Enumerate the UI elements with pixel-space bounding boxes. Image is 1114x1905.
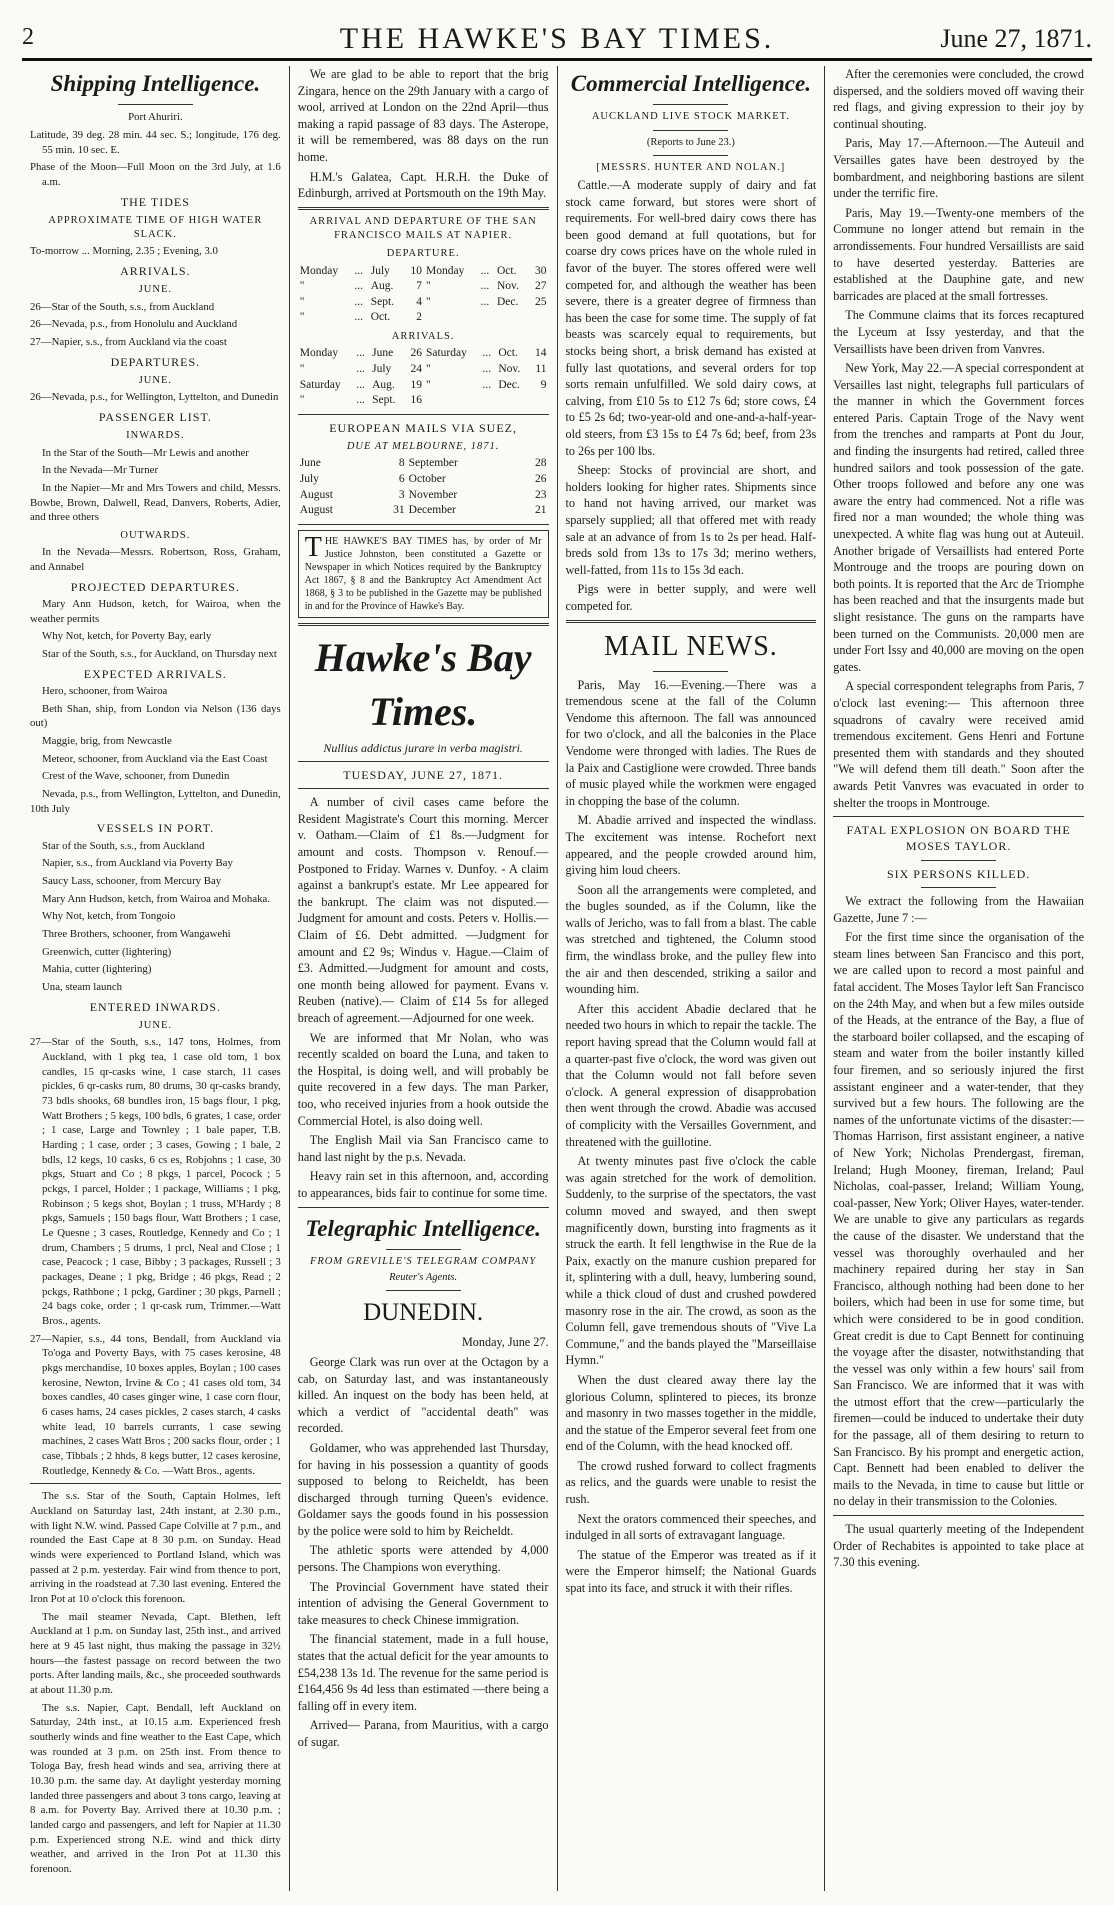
vessel-item: Mahia, cutter (lightering) bbox=[42, 963, 152, 976]
arrival-cell: 11 bbox=[535, 362, 547, 375]
departure-cell: July bbox=[370, 264, 390, 277]
departure-cell: Oct. bbox=[370, 311, 391, 324]
reports-date: (Reports to June 23.) bbox=[646, 136, 735, 148]
departure-cell: " bbox=[299, 280, 305, 293]
vessel-item: Greenwich, cutter (lightering) bbox=[42, 945, 172, 958]
suez-cell: 8 bbox=[398, 457, 405, 470]
arrival-cell: Dec. bbox=[498, 378, 520, 391]
sf-mails-heading: ARRIVAL AND DEPARTURE OF THE SAN FRANCISCO MAILS AT NAPIER. bbox=[309, 215, 537, 242]
suez-cell: 6 bbox=[398, 473, 405, 486]
departure-cell: Monday bbox=[299, 264, 339, 277]
arrival-cell: 24 bbox=[410, 362, 422, 375]
mail-para: The crowd rushed forward to collect fragments as relics, and the guards were unable to resist the rush. bbox=[565, 1458, 817, 1507]
departure-row bbox=[298, 310, 549, 326]
suez-cell: November bbox=[408, 488, 458, 501]
mail-para: Paris, May 16.—Evening.—There was a tremendous scene at the fall of the Column Vendome this afternoon. The fall was announced for two o'clock, and all the balconies in the Place Vendome were thronged with ladies. The Rues de la Paix and Castiglione were crowded. Three bands of music played while the workmen were engaged in chopping the base of the column. bbox=[565, 677, 817, 808]
foreign-para: Paris, May 19.—Twenty-one members of the Commune no longer attend but remain in the arrondissements. Four hundred Versaillists are said to have deserted yesterday. Batteries are established at the Dauphine gate, and new barricades are placed at the small fortresses. bbox=[833, 205, 1084, 303]
departure-cell: 4 bbox=[416, 295, 422, 308]
departure-cell: Aug. bbox=[370, 280, 394, 293]
arrival-cell: Oct. bbox=[498, 347, 518, 360]
mail-para: Next the orators commenced their speeches, and indulged in all sorts of extravagant language. bbox=[565, 1511, 817, 1543]
departure-cell: 27 bbox=[535, 280, 547, 293]
departure-cell: 10 bbox=[410, 264, 422, 277]
dunedin-heading: DUNEDIN. bbox=[363, 1299, 484, 1327]
top-rule bbox=[22, 58, 1092, 61]
arrival-cell: " bbox=[425, 378, 431, 391]
passenger-item: In the Napier—Mr and Mrs Towers and child, Messrs. Bowbe, Brown, Dalwell, Read, Danvers, Roberts, Adier, and three others bbox=[30, 481, 281, 524]
market-heading: AUCKLAND LIVE STOCK MARKET. bbox=[591, 111, 790, 123]
arrival-cell: " bbox=[425, 362, 431, 375]
reuters-agents: Reuter's Agents. bbox=[389, 1272, 458, 1284]
arrival-cell: Aug. bbox=[372, 378, 395, 391]
passenger-item: In the Star of the South—Mr Lewis and another bbox=[42, 446, 249, 459]
departure-cell bbox=[528, 310, 548, 326]
tides-line: To-morrow ... Morning, 2.35 ; Evening, 3.0 bbox=[30, 245, 218, 258]
suez-cell: 3 bbox=[398, 488, 405, 501]
arrival-row bbox=[298, 378, 549, 394]
arrival-cell: Saturday bbox=[425, 347, 467, 360]
masthead-title: Hawke's Bay Times. bbox=[314, 634, 532, 735]
departure-cell: ... bbox=[354, 295, 364, 308]
departure-cell: Nov. bbox=[496, 280, 519, 293]
departure-cell: " bbox=[426, 280, 431, 293]
expected-item: Maggie, brig, from Newcastle bbox=[42, 734, 172, 747]
arrival-cell: 16 bbox=[410, 394, 422, 407]
tides-subheading: APPROXIMATE TIME OF HIGH WATER SLACK. bbox=[48, 214, 263, 241]
departure-item: 26—Nevada, p.s., for Wellington, Lyttelton, and Dunedin bbox=[30, 391, 279, 404]
extract-line: We extract the following from the Hawaiian Gazette, June 7 :— bbox=[833, 894, 1084, 925]
newspaper-title: THE HAWKE'S BAY TIMES. bbox=[339, 22, 775, 55]
commercial-heading: Commercial Intelligence. bbox=[570, 71, 811, 96]
departure-cell: ... bbox=[480, 264, 490, 277]
expected-item: Beth Shan, ship, from London via Nelson (136 days out) bbox=[30, 702, 281, 730]
projected-heading: PROJECTED DEPARTURES. bbox=[70, 579, 240, 594]
motto: Nullius addictus jurare in verba magistri. bbox=[323, 740, 523, 755]
departure-cell: Sept. bbox=[370, 295, 395, 308]
mail-news-heading: MAIL NEWS. bbox=[603, 630, 778, 662]
suez-cell: 21 bbox=[535, 504, 547, 517]
arrival-cell: 19 bbox=[410, 378, 422, 391]
column-commercial bbox=[558, 66, 826, 1891]
suez-cell: July bbox=[299, 473, 319, 486]
local-para: We are informed that Mr Nolan, who was recently scalded on board the Luna, and taken to the Hospital, is doing well, and will probably be quite recovered in a few days. The man Parker, too, who received injuries from a hook outside the Commercial Hotel, is also doing well. bbox=[297, 1030, 549, 1128]
columns bbox=[22, 66, 1092, 1891]
local-para: The English Mail via San Francisco came to hand last night by the p.s. Nevada. bbox=[297, 1133, 549, 1164]
suez-row bbox=[298, 472, 549, 488]
departure-row bbox=[298, 279, 549, 295]
foreign-para: A special correspondent telegraphs from Paris, 7 o'clock last evening:— This afternoon three squadrons of cavalry were received amid tremendous excitement. Gens Henri and Fortune presented them with standards and they shouted "We will defend them till death." Soon after the awards Petit Vanvres was evacuated in order to shelter the troops in Montrouge. bbox=[833, 679, 1084, 810]
projected-item: Star of the South, s.s., for Auckland, on Thursday next bbox=[42, 647, 277, 660]
arrival-cell: ... bbox=[482, 347, 492, 360]
gazette-notice bbox=[298, 530, 549, 618]
vessel-item: Three Brothers, schooner, from Wangawehi bbox=[42, 927, 231, 940]
arrival-cell bbox=[496, 393, 529, 409]
departure-cell: ... bbox=[354, 280, 364, 293]
issue-date: TUESDAY, JUNE 27, 1871. bbox=[343, 767, 503, 782]
dunedin-para: The financial statement, made in a full house, states that the actual deficit for the year amounts to £54,238 13s 1d. The revenue for the same period is £164,456 9s 4d less than estimated —there being a falling off in every item. bbox=[297, 1632, 549, 1713]
entered-heading: ENTERED INWARDS. bbox=[89, 999, 222, 1014]
entered-month: JUNE. bbox=[138, 1019, 173, 1031]
local-para: Heavy rain set in this afternoon, and, according to appearances, bids fair to continue for some time. bbox=[297, 1169, 549, 1200]
arrival-cell: Monday bbox=[299, 347, 339, 360]
suez-cell: 23 bbox=[535, 488, 547, 501]
vessel-item: Mary Ann Hudson, ketch, from Wairoa and Mohaka. bbox=[42, 892, 271, 905]
foreign-para: Paris, May 17.—Afternoon.—The Auteuil and Versailles gates have been destroyed by the bombardment, and neighboring bastions are silent under the terrific fire. bbox=[833, 136, 1084, 201]
arrivals-label: ARRIVALS. bbox=[391, 331, 455, 343]
projected-item: Why Not, ketch, for Poverty Bay, early bbox=[42, 630, 212, 643]
departure-cell: ... bbox=[354, 264, 364, 277]
telegraphic-heading: Telegraphic Intelligence. bbox=[305, 1215, 541, 1241]
page-number: 2 bbox=[22, 24, 34, 50]
passenger-heading: PASSENGER LIST. bbox=[98, 409, 212, 424]
column-local bbox=[290, 66, 558, 1891]
departure-cell: ... bbox=[480, 295, 490, 308]
commercial-para: Pigs were in better supply, and were well competed for. bbox=[565, 582, 817, 613]
suez-cell: June bbox=[299, 457, 321, 470]
arrival-item: 26—Nevada, p.s., from Honolulu and Auckland bbox=[30, 318, 238, 331]
foreign-para: The Commune claims that its forces recaptured the Lyceum at Issy yesterday, and that the Versaillists have been driven from Vanvres. bbox=[833, 308, 1084, 356]
vessels-heading: VESSELS IN PORT. bbox=[96, 821, 215, 836]
commercial-para: Sheep: Stocks of provincial are short, and holders looking for higher rates. Shipments since to hand not having arrived, our market was sparsely supplied; all that offered met with ready sale at an advance of from 1s to 2s per head. Half-breds sold from 13s to 17s 3d; merino wethers, well-fatted, from 11s to 15s 3d each. bbox=[565, 463, 817, 577]
arrival-item: 26—Star of the South, s.s., from Auckland bbox=[30, 300, 215, 313]
departure-cell bbox=[495, 310, 528, 326]
messrs-line: [MESSRS. HUNTER AND NOLAN.] bbox=[596, 161, 786, 173]
commercial-para: Cattle.—A moderate supply of dairy and fat stock came forward, but stores were short of requirements. For well-bred dairy cows there has been good demand at full quotations, but for coarse dry cows prices have on the whole ruled in favor of the buyer. The stores offered were well competed for, and although the weather has been severe, there is a greater degree of firmness than has been the case for some time. The supply of fat beasts was scarcely equal to requirements, but stocks being short, a brisk demand has existed at fully last quotations, and several orders for top sorts remain unfulfilled. We sold dairy cows, at calving, from £10 5s to £12 7s 6d; store cows, £4 to £5 2s 6d; two-year-old and one-and-a-half-year-old steers, from £3 15s to £4 7s 6d; beef, from 23s to 26s per 100 lbs. bbox=[565, 178, 817, 458]
killed-subheading: SIX PERSONS KILLED. bbox=[886, 866, 1031, 881]
arrival-cell: ... bbox=[356, 362, 365, 375]
inwards-label: INWARDS. bbox=[126, 430, 185, 442]
vessel-item: Napier, s.s., from Auckland via Poverty Bay bbox=[42, 857, 233, 870]
mail-para: When the dust cleared away there lay the glorious Column, splintered to pieces, its bronze and masonry in two masses together in the middle, and the statue of the Emperor several feet from one end of the Column, with the head knocked off. bbox=[565, 1372, 817, 1454]
arrival-cell bbox=[480, 393, 496, 409]
latitude: Latitude, 39 deg. 28 min. 44 sec. S.; longitude, 176 deg. 55 min. 10 sec. E. bbox=[30, 128, 281, 156]
departure-row bbox=[298, 264, 549, 280]
arrivals-month: JUNE. bbox=[138, 284, 173, 296]
issue-date-header: June 27, 1871. bbox=[940, 24, 1092, 53]
departures-heading: DEPARTURES. bbox=[110, 354, 201, 369]
arrival-cell: ... bbox=[356, 347, 365, 360]
departure-cell: 25 bbox=[535, 295, 547, 308]
passenger-item: In the Nevada—Messrs. Robertson, Ross, Graham, and Annabel bbox=[30, 546, 281, 573]
passenger-item: In the Nevada—Mr Turner bbox=[42, 464, 159, 477]
arrivals-heading: ARRIVALS. bbox=[120, 264, 191, 279]
suez-cell: 28 bbox=[535, 457, 547, 470]
expected-item: Crest of the Wave, schooner, from Dunedin bbox=[42, 770, 230, 783]
fatal-para: For the first time since the organisation of the steam lines between San Francisco and this port, we are called upon to record a most painful and fatal accident. The Moses Taylor left San Francisco on the 24th May, and when but a few miles outside of the Heads, at the entrance of the Bay, a flue of the starboard boiler collapsed, and the escaping of steam and water from the boiler instantly killed four firemen, and so seriously injured the first assistant engineer and a water-tender, that they survived but a few hours. The following are the names of the unfortunate victims of the disaster:—Thomas Harrison, first assistant engineer, a native of New York; Nicholas Prendergast, fireman, Ireland; Hugh Mooney, fireman, Ireland; Paul Nicholas, coal-passer, Ireland; William Young, coal-passer, New York; Oliver Hayes, water-tender. We are unable to give any particulars as regards the cause of the disaster. We understand that the vessel was thoroughly overhauled and her machinery repaired during her stay in San Francisco, although nothing had been done to her boilers, which had been in use for some time, but which were considered to be in good condition. Great credit is due to Capt Bennett for continuing the voyage after the disaster, notwithstanding that the vessel was only within a few hours' sail from San Francisco. We are informed that it was with the utmost effort that the crew—particularly the firemen—could be induced to undertake their duty for the passage, all of them desiring to return to San Francisco. By his prompt and energetic action, Capt. Bennett had been enabled to deliver the mails to the Nevada, in time to cause but little or no delay in their transmission to the Colonies. bbox=[833, 930, 1084, 1509]
entered-item: 27—Star of the South, s.s., 147 tons, Holmes, from Auckland, with 1 pkg tea, 1 case old tom, 1 box candles, 15 qr-casks wine, 1 case starch, 11 cases pickles, 6 qr-casks rum, 80 drums, 30 qr-casks brandy, 73 bdls shooks, 68 bundles iron, 15 bags flour, 1 pkg, Watt Brothers ; 5 kegs, 100 bdls, 6 grates, 1 case, order ; 1 case, Large and Townley ; 1 bale paper, T.B. Harding ; 1 case, order ; 3 cases, Gowing ; 1 bale, 2 bdls, 12 kegs, 10 casks, 6 cs es, Robjohns ; 1 case, 30 pkgs, Stuart and Co ; 8 pkgs, 1 parcel, Pocock ; 5 pckgs, 1 parcel, Holder ; 1 package, Williams ; 1 pkg, Robinson ; 5 kegs shot, Boylan ; 1 truss, M'Hardy ; 8 pkgs, Samuels ; 150 bags flour, Watt Brothers ; 1 case, Le Quesne ; 3 cases, Routledge, Kennedy and Co ; 1 drum, Chambers ; 5 drums, 1 prcl, Neal and Close ; 1 case, Peacock ; 1 case, Bibby ; 3 packages, Russell ; 3 packages, Deane ; 1 pkg, Bridge ; 46 pkgs, Read ; 2 pckgs, Rathbone ; 1 pckg, Gardiner ; 30 pkgs, Parnell ; 24 bags coke, order ; 1 qr-cask rum, Trimmer.—Watt Bros., agents. bbox=[30, 1036, 281, 1327]
departure-cell: 30 bbox=[535, 264, 547, 277]
shipping-note: The s.s. Napier, Capt. Bendall, left Auckland on Saturday, 24th inst., at 10.15 a.m. Experienced fresh southerly winds and fine weather to the East Cape, which was rounded at 3 p.m. on 25th inst. From thence to Tologa Bay, fresh head winds and sea, arriving there at 10.30 p.m. the same day. At daylight yesterday morning landed three passengers and about 3 tons cargo, leaving at 8 a.m. for Poverty Bay. Arrived there at 10.30 p.m. ; landed cargo and passengers, and left for Napier at 11.30 p.m. Experienced strong N.E. wind and thick dirty weather, and arrived in the Iron Pot at 11.30 this forenoon. bbox=[30, 1701, 281, 1876]
departure-cell: ... bbox=[480, 280, 490, 293]
departure-cell: " bbox=[299, 295, 305, 308]
moon-phase: Phase of the Moon—Full Moon on the 3rd July, at 1.6 a.m. bbox=[30, 161, 281, 188]
vessel-item: Why Not, ketch, from Tongoio bbox=[42, 910, 176, 923]
suez-cell: August bbox=[299, 488, 333, 501]
rechabites-para: The usual quarterly meeting of the Independent Order of Rechabites is appointed to take place at 7.30 this evening. bbox=[833, 1522, 1084, 1570]
suez-cell: October bbox=[408, 473, 446, 486]
mail-para: The statue of the Emperor was treated as if it were the Emperor himself; the National Guards spat into its face, and struck it with their rifles. bbox=[565, 1547, 817, 1596]
vessel-item: Star of the South, s.s., from Auckland bbox=[42, 839, 205, 852]
arrival-cell: ... bbox=[356, 378, 365, 391]
telegraphic-from: FROM GREVILLE'S TELEGRAM COMPANY bbox=[309, 1255, 537, 1267]
fatal-heading: FATAL EXPLOSION ON BOARD THE MOSES TAYLOR. bbox=[846, 823, 1071, 854]
entered-item: 27—Napier, s.s., 44 tons, Bendall, from Auckland via To'oga and Poverty Bays, with 75 cases kerosine, 48 pkgs merchandise, 10 boxes apples, Boylan ; 100 cases kerosine, Newton, Irvine & Co ; 41 cases old tom, 34 boxes candles, 40 cases ginger wine, 1 case corn flour, 6 cases hams, 24 cases pickles, 2 cases starch, 4 casks white lead, 10 barrels currants, 1 case sewing machines, 2 cases Watt Bros ; 200 sacks flour, order ; 1 case, Tibbals ; 2 hhds, 8 kegs butter, 12 cases kerosine, Routledge, Kennedy & Co. —Watt Bros., agents. bbox=[30, 1332, 281, 1477]
departure-cell: 2 bbox=[416, 311, 422, 324]
dunedin-date: Monday, June 27. bbox=[461, 1335, 549, 1350]
shipping-note: The mail steamer Nevada, Capt. Blethen, left Auckland at 1 p.m. on Sunday last, 25th inst., and arrived here at 9 45 last night, thus making the passage in 32½ hours—the fastest passage on record between the two ports. After landing mails, &c., she proceeded southwards at about 11.30 p.m. bbox=[30, 1610, 281, 1697]
column-foreign bbox=[825, 66, 1092, 1891]
arrival-table bbox=[298, 346, 549, 409]
port-name: Port Ahuriri. bbox=[128, 111, 183, 124]
suez-heading: EUROPEAN MAILS VIA SUEZ, bbox=[329, 420, 518, 435]
departure-cell: Oct. bbox=[496, 264, 517, 277]
suez-table bbox=[298, 456, 549, 519]
suez-row bbox=[298, 456, 549, 472]
dunedin-para: Arrived— Parana, from Mauritius, with a cargo of sugar. bbox=[297, 1718, 549, 1749]
mail-para: After this accident Abadie declared that he needed two hours in which to repair the tackle. The report having spread that the Column would fall at a quarter-past five o'clock, the word was given out that the Column would not fall before seven o'clock. A general expression of disapprobation then went through the crowd. Abadie was accused of complicity with the Versailles Government, and threatened with the guillotine. bbox=[565, 1001, 817, 1149]
vessel-item: Saucy Lass, schooner, from Mercury Bay bbox=[42, 874, 222, 887]
arrival-cell: ... bbox=[356, 394, 365, 407]
departure-cell bbox=[479, 310, 495, 326]
suez-row bbox=[298, 488, 549, 504]
arrival-cell: " bbox=[299, 362, 305, 375]
arrival-cell: July bbox=[372, 362, 392, 375]
notice-text: HE HAWKE'S BAY TIMES has, by order of Mr Justice Johnston, been constituted a Gazette or Newspaper in which Notices required by the Bankruptcy Act 1867, § 8 and the Bankruptcy Act Amendment Act 1868, § 3 to be published in the Gazette may be published in and for the Province of Hawke's Bay. bbox=[304, 535, 542, 612]
projected-item: Mary Ann Hudson, ketch, for Wairoa, when the weather permits bbox=[30, 597, 281, 625]
arrival-cell: ... bbox=[482, 378, 492, 391]
outwards-label: OUTWARDS. bbox=[120, 529, 191, 541]
galatea-para: H.M.'s Galatea, Capt. H.R.H. the Duke of Edinburgh, arrived at Portsmouth on the 19th May. bbox=[297, 169, 549, 201]
arrival-cell: 14 bbox=[535, 347, 547, 360]
arrival-cell: Saturday bbox=[299, 378, 341, 391]
dunedin-para: The Provincial Government have stated their intention of advising the General Government to take measures to check Chinese immigration. bbox=[297, 1579, 549, 1627]
suez-cell: August bbox=[299, 504, 333, 517]
suez-sub: DUE AT MELBOURNE, 1871. bbox=[346, 441, 500, 453]
expected-item: Nevada, p.s., from Wellington, Lyttelton, and Dunedin, 10th July bbox=[30, 787, 281, 815]
shipping-heading: Shipping Intelligence. bbox=[50, 71, 261, 96]
departure-cell: Monday bbox=[426, 264, 465, 277]
arrival-cell: Nov. bbox=[498, 362, 521, 375]
masthead bbox=[0, 18, 1114, 58]
suez-row bbox=[298, 503, 549, 519]
arrival-row bbox=[298, 362, 549, 378]
departure-cell: " bbox=[299, 311, 305, 324]
zingara-para: We are glad to be able to report that the brig Zingara, hence on the 29th January with a cargo of wool, arrived at London on the 22nd April—thus making a rapid passage of 83 days. The Asterope, it will be remembered, was 88 days on the run home. bbox=[297, 67, 549, 164]
dunedin-para: The athletic sports were attended by 4,000 persons. The Champions won everything. bbox=[297, 1543, 549, 1575]
tides-heading: THE TIDES bbox=[120, 194, 190, 209]
suez-cell: 31 bbox=[393, 504, 405, 517]
dunedin-para: George Clark was run over at the Octagon by a cab, on Saturday last, and was instantaneously killed. An inquest on the body has been held, at which a verdict of "accidental death" was recorded. bbox=[297, 1354, 549, 1436]
expected-item: Meteor, schooner, from Auckland via the East Coast bbox=[42, 752, 268, 765]
departure-label: DEPARTURE. bbox=[386, 248, 460, 260]
arrival-row bbox=[298, 346, 549, 362]
arrival-item: 27—Napier, s.s., from Auckland via the coast bbox=[30, 336, 227, 349]
arrival-cell: Sept. bbox=[372, 394, 396, 407]
departure-row bbox=[298, 295, 549, 311]
arrival-cell: 9 bbox=[540, 378, 547, 391]
arrival-cell bbox=[424, 393, 480, 409]
departure-cell: " bbox=[426, 295, 431, 308]
foreign-para: After the ceremonies were concluded, the crowd dispersed, and the soldiers moved off waving their red flags, and giving expression to their joy by continual shouting. bbox=[833, 67, 1084, 131]
vessel-item: Una, steam launch bbox=[42, 980, 123, 993]
departure-cell: Dec. bbox=[496, 295, 519, 308]
mail-para: At twenty minutes past five o'clock the cable was again stretched for the work of demolition. Suddenly, to the surprise of the spectators, the vast column moved and swayed, and then swept magnificently down, bursting into fragments as it struck the earth. It fell lengthwise in the Rue de la Paix, exactly on the manure cushion prepared for it, splintering with a dull, heavy, lumbering sound, while a thick cloud of dust and crushed powdered masonry rose in the air. The crowd, as soon as the Column fell, gave tremendous shouts of "Vive La Commune," and the bands played the "Marseillaise Hymn." bbox=[565, 1154, 817, 1368]
departure-cell bbox=[424, 310, 479, 326]
arrival-cell: 26 bbox=[410, 347, 422, 360]
suez-cell: 26 bbox=[535, 473, 547, 486]
arrival-cell: " bbox=[299, 394, 305, 407]
mail-para: M. Abadie arrived and inspected the windlass. The excitement was intense. Rochefort next appeared, and the people crowded around him, giving him loud cheers. bbox=[565, 813, 817, 878]
expected-item: Hero, schooner, from Wairoa bbox=[42, 684, 168, 697]
notice-dropcap: T bbox=[304, 531, 322, 563]
expected-heading: EXPECTED ARRIVALS. bbox=[83, 666, 227, 681]
dunedin-para: Goldamer, who was apprehended last Thursday, for having in his possession a quantity of goods supposed to belong to Reicheldt, has been discharged through turning Queen's evidence. Goldamer says the goods found in his possession by the police were sold to him by Reicheldt. bbox=[297, 1440, 549, 1538]
arrival-row bbox=[298, 393, 549, 409]
column-shipping bbox=[22, 66, 290, 1891]
suez-cell: December bbox=[408, 504, 456, 517]
arrival-cell: ... bbox=[482, 362, 492, 375]
suez-cell: September bbox=[408, 457, 458, 470]
departure-table bbox=[298, 264, 549, 327]
local-para: A number of civil cases came before the Resident Magistrate's Court this morning. Mercer v. Oatham.—Claim of £1 8s.—Judgment for amount and costs. Thompson v. Renouf.—Postponed to Friday. Warnes v. Dunfoy. - A claim against a bankrupt's estate. Mr Lee appeared for the bankrupt. The claim was not disputed.—Judgment for amount and costs. Peters v. Hollis.—Claim of £6. Debt admitted. —Judgment for amount and £2 9s; Windus v. Hague.—Claim of £3. Admitted.—Judgment for amount and costs, one month being allowed for payment. Evans v. Reuben (native).— Claim of £14 5s for alleged breach of agreement.—Adjourned for one week. bbox=[297, 795, 549, 1026]
departures-month: JUNE. bbox=[138, 375, 173, 387]
departure-cell: ... bbox=[354, 311, 364, 324]
departure-cell: 7 bbox=[416, 280, 422, 293]
shipping-note: The s.s. Star of the South, Captain Holmes, left Auckland on Saturday last, 24th instant, at 2.30 p.m., with light N.W. wind. Passed Cape Colville at 7 p.m., and rounded the East Cape at 8 30 p.m. on Sunday. Head winds were experienced to Portland Island, which was passed at 2 p.m. yesterday. Fair wind from thence to port, arriving in the roadstead at 7.30 last evening. Entered the Iron Pot at 10 o'clock this forenoon. bbox=[30, 1490, 281, 1606]
mail-para: Soon all the arrangements were completed, and the bugles sounded, as if the Column, like the walls of Jericho, was to fall from a blast. The cable was stretched and tightened, the Column stood firm, the windlass broke, and the pulley flew into the air and then descended, striking a sailor and wounding him. bbox=[565, 882, 817, 997]
arrival-cell bbox=[529, 393, 549, 409]
foreign-para: New York, May 22.—A special correspondent at Versailles last night, telegraphs full particulars of the manner in which the Government forces entered Paris. Captain Troge of the Navy went from the trenches and ramparts at Pont du Jour, and finding the insurgents had retired, called three hundred sailors and took possession of the gate. Other troops followed and before any one was aware the entry had commenced. Not a rifle was fired nor a man wounded; the whole thing was unexpected. A white flag was hung out at Auteuil. Another brigade of Versaillists had entered Porte Montrouge and the troops are pouring down on both points. It is reported that the Arc de Triomphe has been reached and that the insurgents made but slight resistance. The guns on the ramparts have been turned on the Communists. 20,000 men are under Fort Issy and 40,000 are moving on the open gates. bbox=[833, 361, 1084, 674]
arrival-cell: June bbox=[372, 347, 394, 360]
